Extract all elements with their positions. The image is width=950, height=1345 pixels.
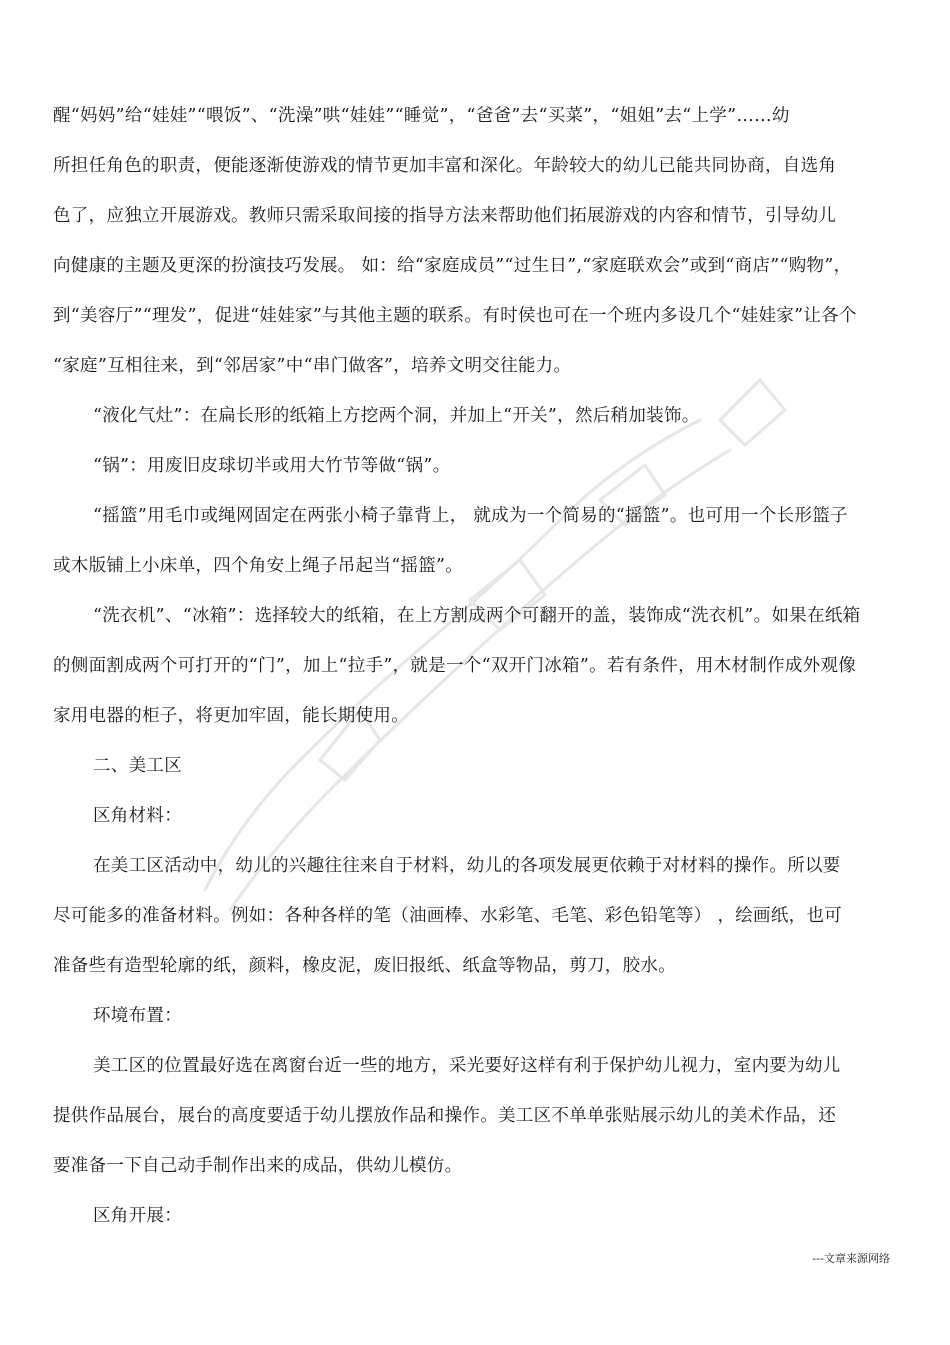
text-line: 准备些有造型轮廓的纸，颜料，橡皮泥，废旧报纸、纸盒等物品，剪刀，胶水。 (53, 956, 676, 976)
page-footer: ---文章来源网络 (812, 1252, 890, 1265)
subheading: 环境布置： (93, 1006, 182, 1026)
section-heading: 二、美工区 (93, 756, 182, 776)
text-line: 提供作品展台，展台的高度要适于幼儿摆放作品和操作。美工区不单单张贴展示幼儿的美术作品，还 (53, 1106, 837, 1126)
subheading: 区角开展： (93, 1206, 182, 1226)
text-line: 要准备一下自己动手制作出来的成品，供幼儿模仿。 (53, 1156, 463, 1176)
text-line: 向健康的主题及更深的扮演技巧发展。 如：给“家庭成员”“过生日”,“家庭联欢会”或到“商店”“购物”， (53, 256, 852, 276)
text-line: 的侧面割成两个可打开的“门”，加上“拉手”，就是一个“双开门冰箱”。若有条件，用木材制作成外观像 (53, 656, 857, 676)
text-line: “液化气灶”：在扁长形的纸箱上方挖两个洞，并加上“开关”，然后稍加装饰。 (93, 406, 700, 426)
text-line: 在美工区活动中，幼儿的兴趣往往来自于材料，幼儿的各项发展更依赖于对材料的操作。所以要 (93, 856, 841, 876)
text-line: 醒“妈妈”给“娃娃”“喂饭”、“洗澡”哄“娃娃”“睡觉”，“爸爸”去“买菜”，“姐姐”去“上学”……幼 (53, 106, 790, 126)
text-line: 家用电器的柜子，将更加牢固，能长期使用。 (53, 706, 409, 726)
text-line: 或木版铺上小床单，四个角安上绳子吊起当“摇篮”。 (53, 556, 464, 576)
subheading: 区角材料： (93, 806, 182, 826)
text-line: 所担任角色的职责，便能逐渐使游戏的情节更加丰富和深化。年龄较大的幼儿已能共同协商，自选角 (53, 156, 837, 176)
text-line: 色了，应独立开展游戏。教师只需采取间接的指导方法来帮助他们拓展游戏的内容和情节，引导幼儿 (53, 206, 837, 226)
text-line: 美工区的位置最好选在离窗台近一些的地方，采光要好这样有利于保护幼儿视力，室内要为幼儿 (93, 1056, 841, 1076)
text-line: “摇篮”用毛巾或绳网固定在两张小椅子靠背上， 就成为一个简易的“摇篮”。也可用一个长形篮子 (93, 506, 848, 526)
text-line: “家庭”互相往来，到“邻居家”中“串门做客”，培养文明交往能力。 (53, 356, 572, 376)
text-line: 尽可能多的准备材料。例如：各种各样的笔（油画棒、水彩笔、毛笔、彩色铅笔等） ，绘画纸，也可 (53, 906, 843, 926)
text-line: “锅”：用废旧皮球切半或用大竹节等做“锅”。 (93, 456, 451, 476)
text-line: 到“美容厅”“理发”，促进“娃娃家”与其他主题的联系。有时侯也可在一个班内多设几个“娃娃家”让各个 (53, 306, 857, 326)
text-line: “洗衣机”、“冰箱”：选择较大的纸箱，在上方割成两个可翻开的盖，装饰成“洗衣机”。如果在纸箱 (93, 606, 861, 626)
